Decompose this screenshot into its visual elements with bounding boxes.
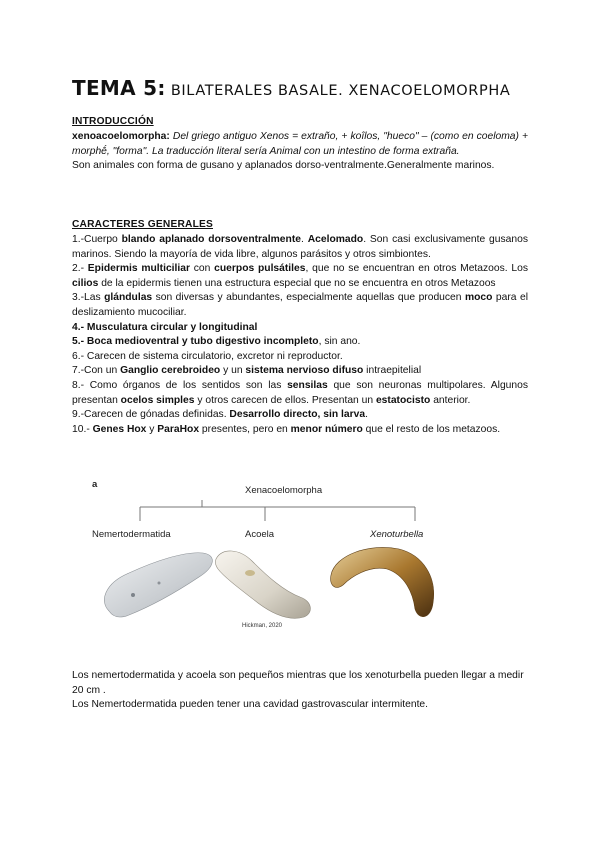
characteristic-emphasis: cilios <box>72 277 99 289</box>
intro-block <box>72 130 528 174</box>
characteristic-item <box>72 423 528 438</box>
characteristic-item <box>72 379 528 408</box>
characteristic-item <box>72 262 528 291</box>
intro-heading: INTRODUCCIÓN <box>72 116 154 127</box>
characteristic-emphasis: sistema nervioso difuso <box>245 365 364 377</box>
characteristic-emphasis: 5.- Boca medioventral y tubo digestivo incompleto <box>72 336 319 348</box>
characteristic-item <box>72 321 528 336</box>
characteristic-text: presentes, pero en <box>199 423 291 435</box>
characteristic-text: de la epidermis tienen una estructura especial que no se encuentra en otros Metazoos <box>98 277 496 289</box>
characteristic-emphasis: 4.- Musculatura circular y longitudinal <box>72 321 258 333</box>
group-label-nemertodermatida: Nemertodermatida <box>92 529 171 540</box>
characteristic-text: con <box>190 263 215 275</box>
characteristic-emphasis: estatocisto <box>375 394 431 406</box>
characteristic-text: , que no se encuentran en otros Metazoos. Los <box>305 263 528 275</box>
intro-definition <box>72 130 528 159</box>
closing-paragraph-2: Los Nemertodermatida pueden tener una cavidad gastrovascular intermitente. <box>72 699 429 711</box>
characteristic-item <box>72 291 528 320</box>
characteristic-emphasis: ParaHox <box>157 423 200 435</box>
closing-paragraph-1: Los nemertodermatida y acoela son pequeños mientras que los xenoturbella pueden llegar a medir 20 cm . <box>72 670 524 696</box>
acoela-image <box>210 543 320 623</box>
general-heading: CARACTERES GENERALES <box>72 219 213 230</box>
intro-term: xenoacoelomorpha: <box>72 131 170 142</box>
general-list <box>72 233 528 437</box>
characteristic-item <box>72 408 528 423</box>
page-title <box>72 76 510 100</box>
nemertodermatida-image <box>95 543 220 623</box>
characteristic-text: 1.-Cuerpo <box>72 234 122 245</box>
characteristic-emphasis: menor número <box>290 423 363 435</box>
characteristic-text: que el resto de los metazoos. <box>362 423 501 435</box>
characteristic-text: y un <box>220 365 246 377</box>
characteristic-emphasis: ocelos simples <box>120 394 195 406</box>
closing-block <box>72 669 524 713</box>
characteristic-item <box>72 233 528 262</box>
characteristic-text: 9.-Carecen de gónadas definidas. <box>72 409 230 421</box>
characteristic-emphasis: Acelomado <box>307 234 364 245</box>
characteristic-text: son diversas y abundantes, especialmente aquellas que producen <box>152 292 465 304</box>
phylogeny-tree <box>90 477 440 537</box>
characteristic-text: para el deslizamiento mucociliar. <box>72 292 528 318</box>
figure-panel-label: a <box>92 479 98 490</box>
characteristic-text: que son neuronas multipolares. Algunos presentan <box>72 379 528 406</box>
characteristic-text: anterior. <box>430 394 471 406</box>
title-text: BILATERALES BASALE. XENACOELOMORPHA <box>165 83 511 99</box>
characteristic-emphasis: cuerpos pulsátiles <box>214 263 306 275</box>
characteristic-emphasis: sensilas <box>287 379 328 391</box>
characteristic-text: 10.- <box>72 423 93 435</box>
characteristic-text: 7.-Con un <box>72 365 121 377</box>
characteristic-emphasis: Genes Hox <box>92 423 147 435</box>
characteristic-emphasis: Epidermis multiciliar <box>87 263 190 275</box>
title-number: TEMA 5: <box>72 76 166 100</box>
characteristic-text: 8.- Como órganos de los sentidos son las <box>72 379 288 391</box>
characteristic-text: , sin ano. <box>318 336 361 348</box>
group-label-xenoturbella: Xenoturbella <box>370 529 424 540</box>
characteristic-emphasis: glándulas <box>104 292 153 304</box>
characteristic-emphasis: Ganglio cerebroideo <box>120 365 221 377</box>
phylogeny-figure <box>90 477 440 642</box>
characteristic-text: y <box>146 423 158 435</box>
characteristic-emphasis: moco <box>464 292 493 304</box>
intro-summary: Son animales con forma de gusano y aplanados dorso-ventralmente.Generalmente marinos. <box>72 160 495 172</box>
intro-etymology: Del griego antiguo Xenos = extraño, + koîlos, "hueco" – (como en coeloma) + morphḗ, "forma". La traducción literal sería Animal con un intestino de forma extraña. <box>72 131 528 157</box>
characteristic-text: . Son casi exclusivamente gusanos marinos. Siendo la mayoría de vida libre, algunos parásitos y otros simbiontes. <box>72 234 528 260</box>
clade-label: Xenacoelomorpha <box>245 485 323 496</box>
characteristic-text: . <box>365 409 368 421</box>
characteristic-text: 3.-Las <box>72 292 105 304</box>
characteristic-text: y otros carecen de ellos. Presentan un <box>194 394 376 406</box>
characteristic-item <box>72 364 528 379</box>
characteristic-text: 2.- <box>72 263 88 275</box>
characteristic-emphasis: Desarrollo directo, sin larva <box>229 409 366 421</box>
characteristic-text: intraepitelial <box>363 365 422 377</box>
figure-credit: Hickman, 2020 <box>242 623 283 629</box>
characteristic-text: . <box>300 234 308 245</box>
characteristic-item <box>72 350 528 365</box>
characteristic-item <box>72 335 528 350</box>
group-label-acoela: Acoela <box>245 529 275 540</box>
xenoturbella-image <box>325 537 440 627</box>
characteristic-emphasis: blando aplanado dorsoventralmente <box>121 234 301 245</box>
characteristic-text: 6.- Carecen de sistema circulatorio, excretor ni reproductor. <box>72 350 343 362</box>
